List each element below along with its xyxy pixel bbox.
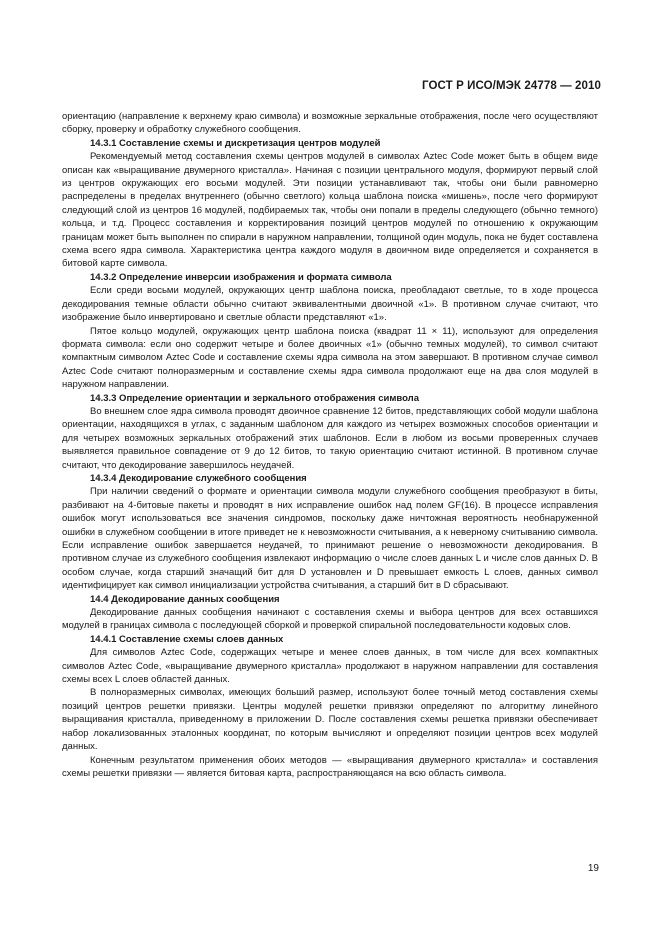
paragraph: Декодирование данных сообщения начинают с составления схемы и выбора центров для всех оставшихся модулей в границах символа с последующей сборкой и проверкой спиральной последовательности кодовых слов. — [62, 607, 598, 632]
page-number: 19 — [587, 863, 599, 874]
document-body — [62, 110, 598, 780]
section-heading: 14.3.3 Определение ориентации и зеркального отображения символа — [90, 392, 419, 404]
section-heading: 14.3.4 Декодирование служебного сообщения — [90, 472, 307, 484]
paragraph: Если среди восьми модулей, окружающих центр шаблона поиска, преобладают светлые, то в ходе процесса декодирования темные области обычно считают эквивалентными двоичной «1». В противном случае считают, что изображение было инвертировано и светлые области представляют «1». — [62, 285, 598, 324]
paragraph: Рекомендуемый метод составления схемы центров модулей в символах Aztec Code может быть в общем виде описан как «выращивание двумерного кристалла». Начиная с позиции центрального модуля, формируют первый слой из центров окружающих его восьми модулей. Эти позиции устанавливают так, чтобы они были равномерно распределены в пределах внутреннего (обычно светлого) кольца шаблона поиска «мишень», после чего формируют следующий слой из центров 16 модулей, подбираемых так, чтобы они попали в пределы следующего (обычно темного) кольца, и т.д. Процесс составления и корректирования позиций центров модулей по отношению к окружающим границам может быть выполнен по спирали в наружном направлении, толщиной один модуль, пока не будет составлена схема всего ядра символа. Характеристика центра каждого модуля в двоичном виде определяется и сохраняется в битовой карте символа. — [62, 151, 598, 270]
standard-header: ГОСТ Р ИСО/МЭК 24778 — 2010 — [422, 80, 601, 92]
section-heading: 14.3.1 Составление схемы и дискретизация центров модулей — [90, 137, 381, 149]
paragraph: Конечным результатом применения обоих методов — «выращивания двумерного кристалла» и составления схемы решетки привязки — является битовая карта, распространяющаяся на всю область символа. — [62, 754, 598, 779]
paragraph: ориентацию (направление к верхнему краю символа) и возможные зеркальные отображения, после чего осуществляют сборку, проверку и обработку служебного сообщения. — [62, 111, 598, 136]
paragraph: Пятое кольцо модулей, окружающих центр шаблона поиска (квадрат 11 × 11), используют для определения формата символа: если оно содержит четыре и более двоичных «1» (обычно темных модулей), то символ считают компактным символом Aztec Code и составление схемы ядра символа на этом завершают. В противном случае символ Aztec Code считают полноразмерным и составление схемы ядра символа продолжают еще на два слоя модулей в наружном направлении. — [62, 325, 598, 391]
section-heading: 14.4.1 Составление схемы слоев данных — [90, 633, 284, 645]
paragraph: При наличии сведений о формате и ориентации символа модули служебного сообщения преобразуют в биты, разбивают на 4-битовые пакеты и проводят в них исправление ошибок над полем GF(16). В процессе исправления ошибок могут использоваться все значения синдромов, поскольку даже ничтожная вероятность необнаруженной ошибки в служебном сообщении в итоге приведет не к невозможности считывания, а к неверному считыванию символа. Если исправление ошибок завершается неудачей, то принимают решение о невозможности декодирования. В противном случае из служебного сообщения извлекают информацию о числе слоев данных L и числе слов данных D. В особом случае, когда старший значащий бит для D установлен и D превышает емкость L слоев, данных символ идентифицирует как символ инициализации устройства считывания, а старший бит в D сбрасывают. — [62, 486, 598, 592]
paragraph: В полноразмерных символах, имеющих больший размер, используют более точный метод составления схемы позиций центров решетки привязки. Центры модулей решетки привязки определяют по алгоритму линейного выращивания кристалла, приведенному в приложении D. После составления схемы решетка привязки обеспечивает набор локализованных эталонных координат, по которым вычисляют и определяют позиции центров всех модулей данных. — [62, 687, 598, 753]
section-heading: 14.3.2 Определение инверсии изображения и формата символа — [90, 271, 392, 283]
paragraph: Для символов Aztec Code, содержащих четыре и менее слоев данных, в том числе для всех компактных символов Aztec Code, «выращивание двумерного кристалла» продолжают в наружном направлении для составления схемы всех L слоев областей данных. — [62, 647, 598, 686]
paragraph: Во внешнем слое ядра символа проводят двоичное сравнение 12 битов, представляющих собой модули шаблона ориентации, находящихся в углах, с заданным шаблоном для каждого из четырех возможных способов ориентации и для четырех возможных зеркальных отображений этих шаблонов. Если в любом из восьми проверенных случаев выявляется правильное совпадение от 9 до 12 битов, то такую ориентацию считают истинной. В противном случае считают, что декодирование завершилось неудачей. — [62, 405, 598, 471]
section-heading: 14.4 Декодирование данных сообщения — [90, 593, 280, 605]
